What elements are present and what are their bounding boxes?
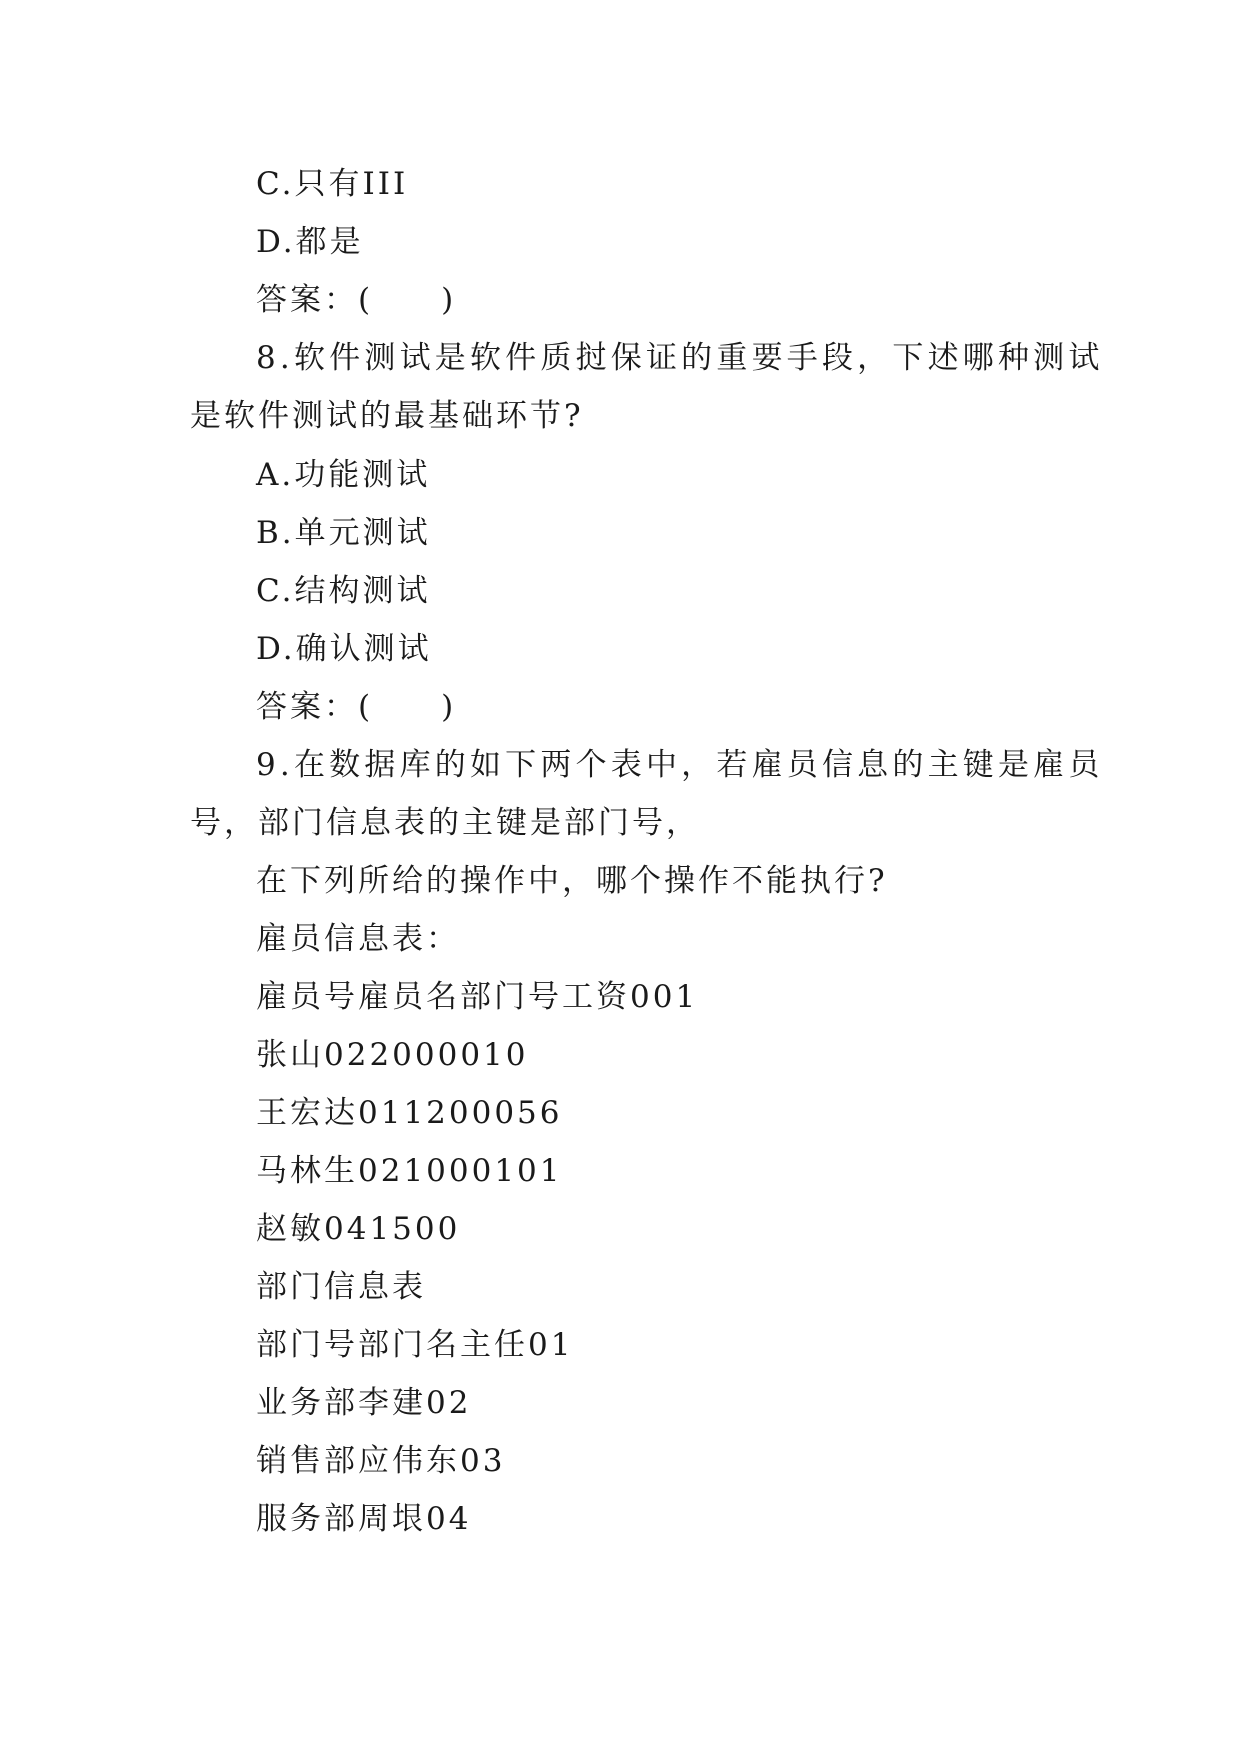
employee-row: 张山022000010 [256,1037,529,1073]
question-9-line-2: 号，部门信息表的主键是部门号， [190,805,700,841]
option-d-q7: D.都是 [256,224,364,260]
option-a-q8: A.功能测试 [256,457,431,493]
employee-row: 王宏达011200056 [256,1095,563,1131]
option-c-q8: C.结构测试 [256,573,431,609]
department-table-title: 部门信息表 [256,1269,426,1305]
answer-q8: 答案：( ) [256,689,457,725]
employee-table-header: 雇员号雇员名部门号工资001 [256,979,699,1015]
question-9-line-3: 在下列所给的操作中，哪个操作不能执行? [256,863,888,899]
option-b-q8: B.单元测试 [256,515,431,551]
employee-table-title: 雇员信息表： [256,921,460,957]
option-d-q8: D.确认测试 [256,631,432,667]
question-8-line-2: 是软件测试的最基础环节? [190,398,584,434]
answer-q7: 答案：( ) [256,282,457,318]
department-row: 业务部李建02 [256,1385,472,1421]
question-9-line-1: 9.在数据库的如下两个表中，若雇员信息的主键是雇员 [256,747,1104,783]
department-table-header: 部门号部门名主任01 [256,1327,574,1363]
department-row: 销售部应伟东03 [256,1443,506,1479]
department-row: 服务部周垠04 [256,1501,472,1537]
question-8-line-1: 8.软件测试是软件质挝保证的重要手段，下述哪种测试 [256,340,1104,376]
employee-row: 赵敏041500 [256,1211,461,1247]
option-c-q7: C.只有III [256,166,409,202]
employee-row: 马林生021000101 [256,1153,563,1189]
